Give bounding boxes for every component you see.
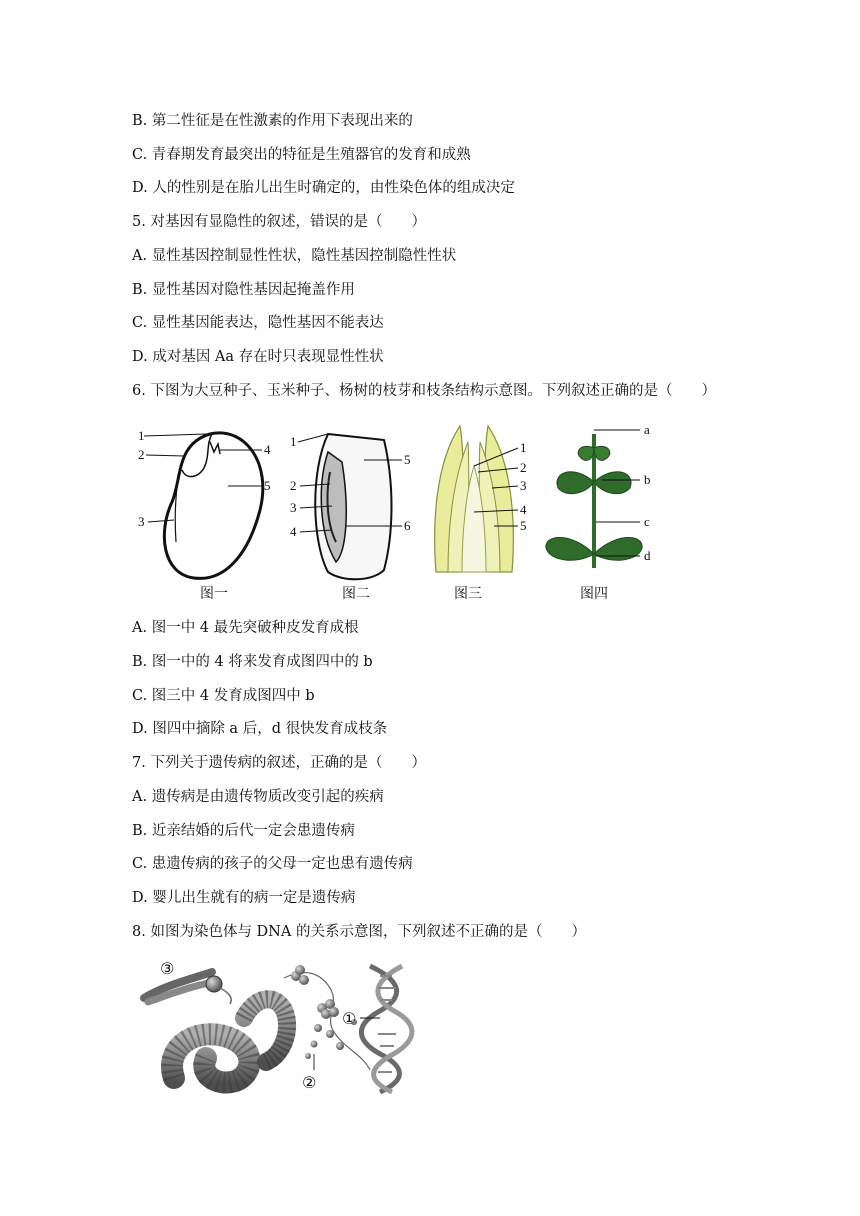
fig4-label-c: c <box>644 514 650 529</box>
fig1-label-2: 2 <box>138 447 145 462</box>
branch-bud-diagram <box>435 426 527 602</box>
fig3-label-2: 2 <box>520 460 527 475</box>
question-5: 5. 对基因有显隐性的叙述，错误的是（ ） <box>132 214 426 230</box>
fig8-label-3: ③ <box>160 959 175 978</box>
chromosome <box>144 972 231 1004</box>
fig2-label-3: 3 <box>290 500 297 515</box>
fig1-label-3: 3 <box>138 514 145 529</box>
fig8-label-1: ① <box>342 1009 357 1028</box>
option-6c: C. 图三中 4 发育成图四中 b <box>132 688 315 704</box>
option-7b: B. 近亲结婚的后代一定会患遗传病 <box>132 823 355 839</box>
fig4-label-d: d <box>644 548 651 563</box>
fig4-label-b: b <box>644 472 651 487</box>
option-6a: A. 图一中 4 最先突破种皮发育成根 <box>132 620 359 636</box>
caption-fig1: 图一 <box>200 586 228 602</box>
option-6b: B. 图一中的 4 将来发育成图四中的 b <box>132 654 373 670</box>
fig3-label-4: 4 <box>520 502 527 517</box>
fig3-label-5: 5 <box>520 518 527 533</box>
supercoiled-fiber <box>172 999 287 1082</box>
fig3-label-3: 3 <box>520 478 527 493</box>
nucleosomes <box>284 965 370 1070</box>
fig2-label-2: 2 <box>290 478 297 493</box>
soybean-seed-diagram <box>138 428 271 602</box>
figure-6 <box>132 422 672 608</box>
question-7: 7. 下列关于遗传病的叙述，正确的是（ ） <box>132 755 426 771</box>
dna-double-helix <box>360 966 412 1092</box>
fig3-label-1: 1 <box>520 440 527 455</box>
option-5c: C. 显性基因能表达，隐性基因不能表达 <box>132 315 384 331</box>
caption-fig2: 图二 <box>342 586 370 602</box>
fig4-label-a: a <box>644 422 650 437</box>
option-4d: D. 人的性别是在胎儿出生时确定的，由性染色体的组成决定 <box>132 180 515 196</box>
option-6d: D. 图四中摘除 a 后，d 很快发育成枝条 <box>132 721 388 737</box>
fig1-label-5: 5 <box>264 478 271 493</box>
option-4c: C. 青春期发育最突出的特征是生殖器官的发育和成熟 <box>132 147 471 163</box>
fig2-label-1: 1 <box>290 434 297 449</box>
caption-fig3: 图三 <box>454 586 482 602</box>
option-5d: D. 成对基因 Aa 存在时只表现显性性状 <box>132 349 384 365</box>
option-7a: A. 遗传病是由遗传物质改变引起的疾病 <box>132 789 384 805</box>
fig2-label-6: 6 <box>404 518 411 533</box>
fig1-label-1: 1 <box>138 428 145 443</box>
option-5a: A. 显性基因控制显性性状，隐性基因控制隐性性状 <box>132 248 457 264</box>
option-4b: B. 第二性征是在性激素的作用下表现出来的 <box>132 113 413 129</box>
figure-8 <box>134 958 424 1098</box>
fig2-label-5: 5 <box>404 452 411 467</box>
option-5b: B. 显性基因对隐性基因起掩盖作用 <box>132 282 355 298</box>
fig1-label-4: 4 <box>264 442 271 457</box>
question-8: 8. 如图为染色体与 DNA 的关系示意图，下列叙述不正确的是（ ） <box>132 924 586 940</box>
fig2-label-4: 4 <box>290 524 297 539</box>
fig8-label-2: ② <box>302 1073 317 1092</box>
caption-fig4: 图四 <box>580 586 608 602</box>
branch-diagram <box>546 422 651 602</box>
corn-seed-diagram <box>290 434 411 602</box>
question-6: 6. 下图为大豆种子、玉米种子、杨树的枝芽和枝条结构示意图。下列叙述正确的是（ ） <box>132 383 716 399</box>
option-7c: C. 患遗传病的孩子的父母一定也患有遗传病 <box>132 856 413 872</box>
option-7d: D. 婴儿出生就有的病一定是遗传病 <box>132 890 356 906</box>
